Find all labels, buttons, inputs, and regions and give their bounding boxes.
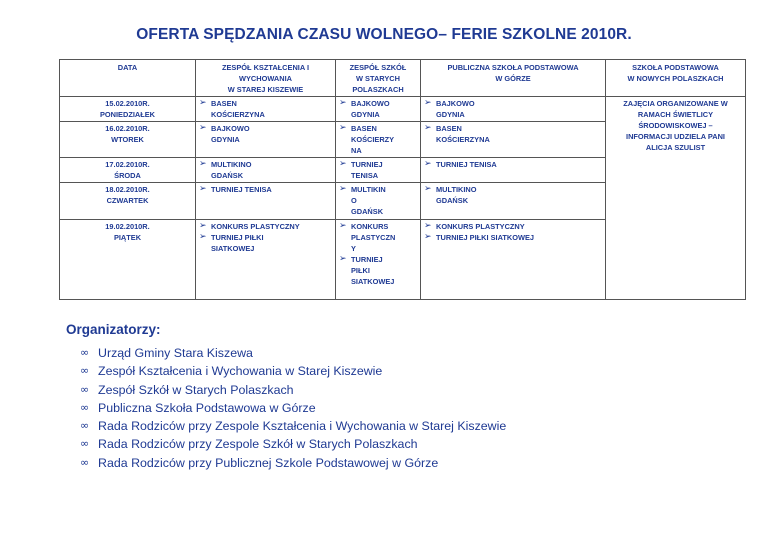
- activity-cell-zkiw: [196, 158, 336, 183]
- activity-text: O: [351, 196, 357, 205]
- info-line: ALICJA SZULIST: [645, 143, 706, 152]
- activity-list: [423, 159, 603, 170]
- activity-cell-zkiw: [196, 97, 336, 122]
- header-sp-nowe: [606, 60, 746, 97]
- activity-cell-psp: [421, 97, 606, 122]
- infinity-bullet-icon: ∞: [80, 437, 90, 451]
- activity-text: ➢ KONKURS: [351, 222, 389, 231]
- activity-item: [198, 221, 333, 232]
- activity-list: [338, 98, 418, 120]
- activity-cell-zs: [336, 183, 421, 220]
- activity-text: ➢ KONKURS PLASTYCZNY: [211, 222, 300, 231]
- activity-text: GDYNIA: [436, 110, 465, 119]
- header-line: ZESPÓŁ SZKÓŁ: [349, 63, 407, 72]
- infinity-bullet-icon: ∞: [80, 419, 90, 433]
- header-line: WYCHOWANIA: [239, 74, 292, 83]
- activity-item: [338, 98, 418, 120]
- activity-cell-psp: [421, 122, 606, 158]
- activity-text: ➢ BASEN: [211, 99, 237, 108]
- activity-text: ➢ BASEN: [436, 124, 462, 133]
- activity-text: GDAŃSK: [211, 171, 244, 180]
- activity-text: ➢ TURNIEJ PIŁKI: [211, 233, 264, 242]
- activity-item: [423, 123, 603, 145]
- activity-text: SIATKOWEJ: [351, 277, 395, 286]
- activity-list: [423, 221, 603, 243]
- organizer-item: [80, 344, 506, 362]
- date-text: 19.02.2010R.: [105, 222, 150, 231]
- activity-cell-zkiw: [196, 220, 336, 300]
- date-cell: [60, 122, 196, 158]
- activity-item: [338, 254, 418, 287]
- activity-text: ➢ KONKURS PLASTYCZNY: [436, 222, 525, 231]
- activity-list: [423, 184, 603, 206]
- activity-item: [338, 159, 418, 181]
- activity-text: ➢ BASEN: [351, 124, 377, 133]
- activity-item: [198, 98, 333, 120]
- activity-cell-zs: [336, 220, 421, 300]
- activity-cell-zs: [336, 97, 421, 122]
- page-title: OFERTA SPĘDZANIA CZASU WOLNEGO– FERIE SZKOLNE 2010R.: [136, 26, 632, 43]
- organizer-item: [80, 399, 506, 417]
- organizer-item: [80, 454, 506, 472]
- header-line: POLASZKACH: [352, 85, 404, 94]
- activity-text: SIATKOWEJ: [211, 244, 255, 253]
- header-line: W NOWYCH POLASZKACH: [627, 74, 724, 83]
- weekday-text: ŚRODA: [114, 171, 141, 180]
- table-row: [60, 97, 746, 122]
- activity-text: ➢ BAJKOWO: [436, 99, 475, 108]
- activity-text: PLASTYCZN: [351, 233, 396, 242]
- activity-list: [198, 184, 333, 195]
- date-cell: [60, 220, 196, 300]
- activity-item: [423, 184, 603, 206]
- date-cell: [60, 97, 196, 122]
- activity-cell-zs: [336, 158, 421, 183]
- header-line: ZESPÓŁ KSZTAŁCENIA I: [221, 63, 310, 72]
- activity-text: KOŚCIERZY: [351, 135, 395, 144]
- weekday-text: CZWARTEK: [106, 196, 149, 205]
- infinity-bullet-icon: ∞: [80, 364, 90, 378]
- organizer-name: Publiczna Szkoła Podstawowa w Górze: [98, 400, 316, 415]
- header-line: DATA: [117, 63, 138, 72]
- header-line: W STARYCH: [356, 74, 400, 83]
- header-line: W STAREJ KISZEWIE: [227, 85, 304, 94]
- activity-item: [338, 221, 418, 254]
- activity-cell-zs: [336, 122, 421, 158]
- activity-text: TENISA: [351, 171, 379, 180]
- infinity-bullet-icon: ∞: [80, 346, 90, 359]
- activity-text: ➢ TURNIEJ: [351, 255, 383, 264]
- activity-text: ➢ TURNIEJ TENISA: [211, 185, 272, 194]
- activity-list: [198, 123, 333, 145]
- header-zs: [336, 60, 421, 97]
- header-line: W GÓRZE: [495, 74, 531, 83]
- infinity-bullet-icon: ∞: [80, 382, 90, 396]
- info-line: ZAJĘCIA ORGANIZOWANE W: [623, 99, 728, 108]
- activity-list: [423, 98, 603, 120]
- activity-text: GDAŃSK: [436, 196, 469, 205]
- infinity-bullet-icon: ∞: [80, 455, 90, 469]
- activity-item: [198, 184, 333, 195]
- activity-text: KOŚCIERZYNA: [211, 110, 265, 119]
- activity-list: [198, 98, 333, 120]
- activity-cell-zkiw: [196, 122, 336, 158]
- organizer-name: Urząd Gminy Stara Kiszewa: [98, 346, 253, 360]
- organizer-name: Zespół Szkół w Starych Polaszkach: [98, 382, 294, 397]
- info-line: RAMACH ŚWIETLICY: [637, 110, 714, 119]
- activity-text: ➢ MULTIKINO: [211, 160, 252, 169]
- date-text: 15.02.2010R.: [105, 99, 150, 108]
- activity-text: NA: [351, 146, 362, 155]
- organizer-item: [80, 417, 506, 435]
- activity-list: [338, 159, 418, 181]
- activity-text: KOŚCIERZYNA: [436, 135, 490, 144]
- date-text: 17.02.2010R.: [105, 160, 150, 169]
- activity-text: ➢ TURNIEJ: [351, 160, 383, 169]
- infinity-bullet-icon: ∞: [80, 400, 90, 414]
- activity-list: [338, 221, 418, 287]
- organizers-title: Organizatorzy:: [66, 322, 161, 337]
- activity-list: [338, 123, 418, 156]
- activity-cell-psp: [421, 158, 606, 183]
- weekday-text: WTOREK: [111, 135, 144, 144]
- activity-text: ➢ BAJKOWO: [351, 99, 390, 108]
- weekday-text: PIĄTEK: [113, 233, 142, 242]
- weekday-text: PONIEDZIAŁEK: [99, 110, 156, 119]
- activity-item: [423, 232, 603, 243]
- activity-list: [198, 221, 333, 254]
- organizers-list: [80, 344, 506, 472]
- activity-item: [423, 221, 603, 232]
- activity-item: [423, 98, 603, 120]
- activity-text: GDYNIA: [211, 135, 240, 144]
- schedule-table: [59, 59, 746, 300]
- organizer-item: [80, 435, 506, 453]
- info-line: INFORMACJI UDZIELA PANI: [626, 132, 725, 141]
- table-header-row: [60, 60, 746, 97]
- activity-text: ➢ MULTIKIN: [351, 185, 386, 194]
- header-psp: [421, 60, 606, 97]
- activity-text: ➢ TURNIEJ PIŁKI SIATKOWEJ: [436, 233, 535, 242]
- activity-text: GDYNIA: [351, 110, 380, 119]
- activity-text: ➢ BAJKOWO: [211, 124, 250, 133]
- activity-cell-zkiw: [196, 183, 336, 220]
- activity-list: [423, 123, 603, 145]
- activity-text: GDAŃSK: [351, 207, 384, 216]
- activity-text: PIŁKI: [351, 266, 370, 275]
- activity-item: [423, 159, 603, 170]
- organizer-item: [80, 381, 506, 399]
- organizer-item: [80, 362, 506, 380]
- info-line: ŚRODOWISKOWEJ –: [638, 121, 713, 130]
- activity-cell-psp: [421, 220, 606, 300]
- header-line: PUBLICZNA SZKOŁA PODSTAWOWA: [447, 63, 579, 72]
- organizer-name: Zespół Kształcenia i Wychowania w Starej Kiszewie: [98, 364, 383, 379]
- activity-cell-psp: [421, 183, 606, 220]
- organizer-name: Rada Rodziców przy Publicznej Szkole Podstawowej w Górze: [98, 455, 439, 470]
- activity-text: ➢ TURNIEJ TENISA: [436, 160, 497, 169]
- date-text: 18.02.2010R.: [105, 185, 150, 194]
- header-zkiw: [196, 60, 336, 97]
- activity-text: ➢ MULTIKINO: [436, 185, 477, 194]
- sp-nowe-polaszki-info: [606, 97, 746, 300]
- date-text: 16.02.2010R.: [105, 124, 150, 133]
- organizer-name: Rada Rodziców przy Zespole Szkół w Starych Polaszkach: [98, 437, 418, 452]
- header-data: [60, 60, 196, 97]
- activity-item: [338, 184, 418, 217]
- activity-item: [198, 232, 333, 254]
- date-cell: [60, 183, 196, 220]
- activity-list: [198, 159, 333, 181]
- activity-item: [338, 123, 418, 156]
- organizer-name: Rada Rodziców przy Zespole Kształcenia i Wychowania w Starej Kiszewie: [98, 419, 507, 434]
- activity-list: [338, 184, 418, 217]
- header-line: SZKOŁA PODSTAWOWA: [632, 63, 719, 72]
- activity-item: [198, 159, 333, 181]
- activity-item: [198, 123, 333, 145]
- date-cell: [60, 158, 196, 183]
- activity-text: Y: [351, 244, 356, 253]
